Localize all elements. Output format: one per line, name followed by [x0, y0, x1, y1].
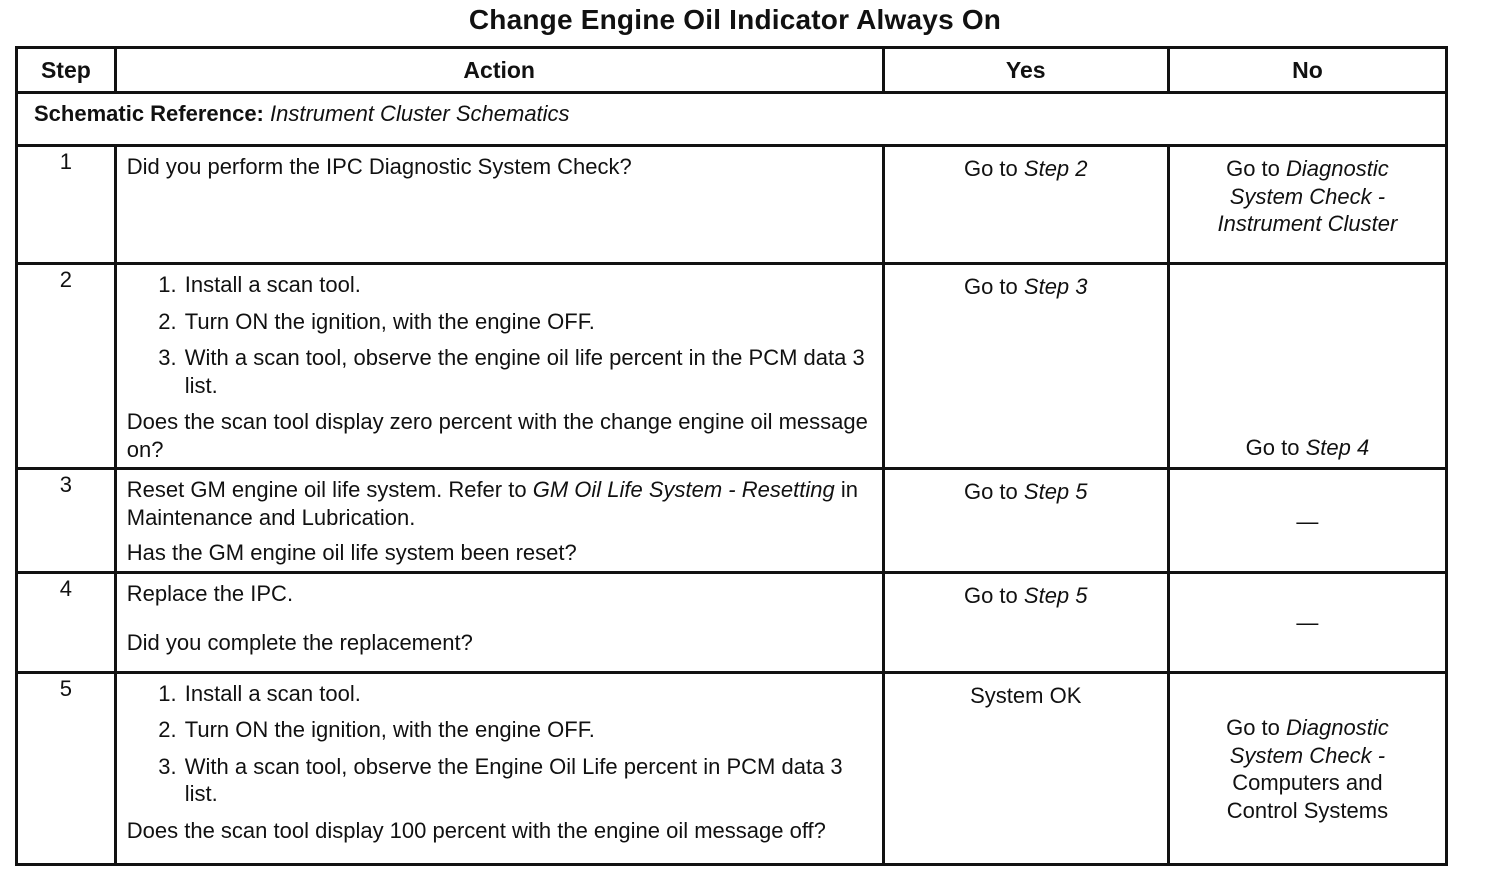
- table-row: [17, 146, 1447, 264]
- schematic-row: [17, 93, 1447, 146]
- yes-step-link[interactable]: Step 5: [1023, 582, 1088, 608]
- action-list: [127, 680, 872, 808]
- yes-step-link[interactable]: Step 2: [1023, 156, 1088, 181]
- step-number: 3: [17, 469, 116, 573]
- page-title: Change Engine Oil Indicator Always On: [468, 4, 1002, 35]
- action-cell: [115, 264, 883, 469]
- diagnostic-table: [15, 46, 1448, 866]
- header-yes: Yes: [883, 48, 1168, 93]
- action-question: Does the scan tool display zero percent with the change engine oil message on?: [126, 409, 868, 462]
- yes-step-link[interactable]: Step 5: [1023, 479, 1088, 504]
- step-number: 1: [17, 146, 116, 264]
- no-link-line-1[interactable]: Diagnostic: [1286, 715, 1389, 740]
- yes-cell: System OK: [883, 672, 1168, 864]
- yes-cell: [883, 146, 1168, 264]
- no-cell: —: [1168, 469, 1446, 573]
- yes-prefix: Go to: [963, 479, 1018, 504]
- spacer: [127, 607, 872, 629]
- header-no: No: [1168, 48, 1446, 93]
- action-text-a: Reset GM engine oil life system. Refer to: [126, 477, 527, 502]
- action-list-item: 1. Install a scan tool.: [183, 271, 872, 299]
- no-text-line-3: Computers and: [1232, 770, 1383, 795]
- action-list-item: 1. Install a scan tool.: [183, 680, 872, 708]
- action-cell: [115, 572, 883, 672]
- header-action: Action: [115, 48, 883, 93]
- no-step-link[interactable]: Step 4: [1305, 434, 1370, 460]
- yes-prefix: Go to: [963, 582, 1018, 608]
- action-list-item: 3. With a scan tool, observe the Engine Oil Life percent in PCM data 3 list.: [183, 753, 872, 808]
- no-prefix: Go to: [1226, 715, 1280, 740]
- no-cell: [1168, 672, 1446, 864]
- yes-cell: [883, 469, 1168, 573]
- yes-cell: [883, 264, 1168, 469]
- header-row: [17, 48, 1447, 93]
- step-number: 4: [17, 572, 116, 672]
- action-cell: [115, 469, 883, 573]
- step-number: 2: [17, 264, 116, 469]
- action-list-item: 3. With a scan tool, observe the engine oil life percent in the PCM data 3 list.: [183, 344, 872, 399]
- action-question: Has the GM engine oil life system been reset?: [126, 540, 577, 565]
- schematic-reference: [17, 93, 1447, 146]
- action-text: Did you perform the IPC Diagnostic System Check?: [126, 154, 632, 179]
- no-prefix: Go to: [1226, 156, 1280, 181]
- reference-link[interactable]: GM Oil Life System - Resetting: [532, 477, 835, 502]
- action-list-item: 2. Turn ON the ignition, with the engine OFF.: [183, 308, 872, 336]
- no-link-line-2[interactable]: System Check -: [1229, 183, 1386, 209]
- action-question: Does the scan tool display 100 percent with the engine oil message off?: [126, 817, 826, 843]
- no-cell: [1168, 264, 1446, 469]
- action-list-item: 2. Turn ON the ignition, with the engine OFF.: [183, 716, 872, 744]
- action-text: Replace the IPC.: [126, 580, 294, 606]
- header-step: Step: [17, 48, 116, 93]
- schematic-label: Schematic Reference:: [34, 101, 264, 126]
- action-text-b: in Maintenance and Lubrication.: [126, 477, 858, 530]
- no-link-line-3[interactable]: Instrument Cluster: [1217, 211, 1398, 236]
- table-row: [17, 264, 1447, 469]
- action-cell: [115, 146, 883, 264]
- schematic-link[interactable]: Instrument Cluster Schematics: [270, 101, 570, 126]
- action-text: [127, 476, 872, 531]
- action-question: Did you complete the replacement?: [126, 630, 473, 655]
- no-prefix: Go to: [1245, 434, 1300, 460]
- yes-prefix: Go to: [963, 156, 1018, 181]
- table-row: [17, 672, 1447, 864]
- no-cell: [1168, 146, 1446, 264]
- yes-step-link[interactable]: Step 3: [1023, 274, 1088, 299]
- table-row: [17, 469, 1447, 573]
- no-cell: —: [1168, 572, 1446, 672]
- no-link-line-1[interactable]: Diagnostic: [1286, 156, 1389, 181]
- yes-cell: [883, 572, 1168, 672]
- no-text-line-4: Control Systems: [1226, 797, 1389, 823]
- action-list: [127, 271, 872, 399]
- table-row: [17, 572, 1447, 672]
- yes-prefix: Go to: [963, 274, 1018, 299]
- no-link-line-2[interactable]: System Check -: [1229, 742, 1386, 768]
- action-cell: [115, 672, 883, 864]
- step-number: 5: [17, 672, 116, 864]
